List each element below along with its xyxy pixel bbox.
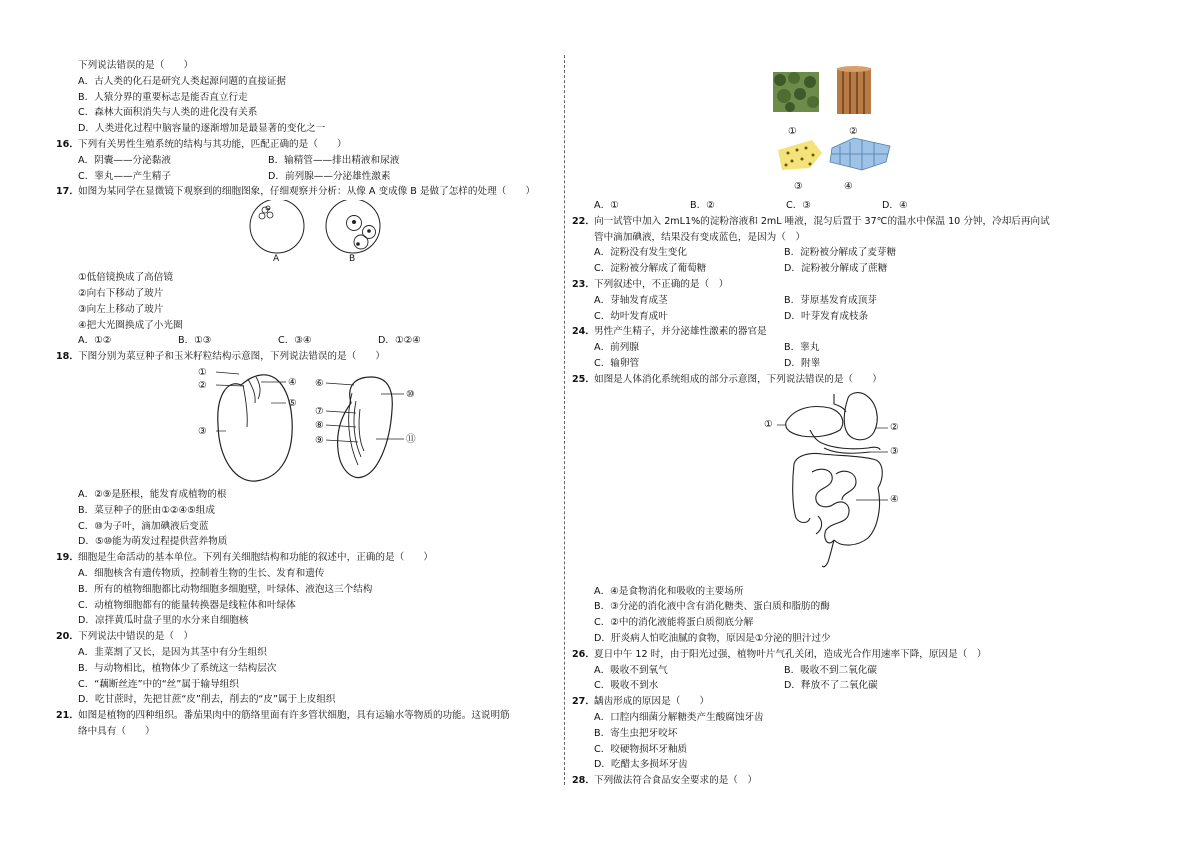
seed-mark-3: ③ xyxy=(198,425,207,437)
option-b: B．菜豆种子的胚由①②④⑤组成 xyxy=(78,504,215,516)
option-c: C．动植物细胞都有的能量转换器是线粒体和叶绿体 xyxy=(78,599,296,611)
question-stem-continued: 管中滴加碘液，结果没有变成蓝色，是因为（ ） xyxy=(594,231,806,243)
option-a: A．古人类的化石是研究人类起源问题的直接证据 xyxy=(78,75,287,87)
question-stem: 向一试管中加入 2mL1%的淀粉溶液和 2mL 唾液，混匀后置于 37℃的温水中保温 10 分钟，冷却后再向试 xyxy=(594,215,1050,227)
option-a: A．口腔内细菌分解糖类产生酸腐蚀牙齿 xyxy=(594,711,764,723)
option-a: A．前列腺 xyxy=(594,342,639,354)
option-b: B．芽原基发育成顶芽 xyxy=(784,294,877,306)
option-b: B．淀粉被分解成了麦芽糖 xyxy=(784,247,897,259)
option-c: C．淀粉被分解成了葡萄糖 xyxy=(594,263,707,275)
question-number: 26． xyxy=(572,648,595,660)
bean-seed-diagram xyxy=(216,372,292,481)
option-c: C．吸收不到水 xyxy=(594,680,659,692)
question-number: 23． xyxy=(572,278,595,290)
view-a-label: A xyxy=(273,254,280,265)
option-c: C．森林大面积消失与人类的进化没有关系 xyxy=(78,107,258,119)
question-stem: 如图为某同学在显微镜下观察到的细胞图象，仔细观察并分析：从像 A 变成像 B 是做了怎样的处理（ ） xyxy=(78,186,536,198)
option-c: C．③ xyxy=(786,200,811,211)
option-c: C．睾丸——产生精子 xyxy=(78,170,172,182)
question-number: 21． xyxy=(56,710,79,722)
option-a: A．②⑨是胚根，能发育成植物的根 xyxy=(78,488,227,500)
seed-mark-5: ⑤ xyxy=(288,397,297,409)
kernel-mark-10: ⑩ xyxy=(406,388,415,400)
option-a: A．韭菜割了又长，是因为其茎中有分生组织 xyxy=(78,646,267,658)
kernel-mark-8: ⑧ xyxy=(315,419,324,431)
question-stem: 男性产生精子，并分泌雄性激素的器官是 xyxy=(594,326,767,338)
option-d: D．⑤⑩能为萌发过程提供营养物质 xyxy=(78,536,228,548)
option-c: C．⑩为子叶，滴加碘液后变蓝 xyxy=(78,520,209,532)
question-17 xyxy=(56,184,556,349)
option-d: D．①②④ xyxy=(378,335,421,347)
kernel-mark-6: ⑥ xyxy=(315,377,324,389)
question-stem: 下列有关男性生殖系统的结构与其功能，匹配正确的是（ ） xyxy=(78,138,347,150)
option-d: D．附睾 xyxy=(784,357,821,369)
question-number: 16． xyxy=(56,138,79,150)
kernel-mark-11: ⑪ xyxy=(406,433,416,445)
option-d: D．淀粉被分解成了蔗糖 xyxy=(784,263,888,275)
question-stem: 如图是植物的四种组织。番茄果肉中的筋络里面有许多管状细胞，具有运输水等物质的功能。这说明筋 xyxy=(78,710,510,722)
question-number: 18． xyxy=(56,351,79,363)
option-b: B．② xyxy=(690,200,715,211)
question-number: 22． xyxy=(572,215,595,227)
kernel-mark-9: ⑨ xyxy=(315,434,324,446)
kernel-mark-7: ⑦ xyxy=(315,405,324,417)
tissue-2-image xyxy=(837,66,871,114)
question-stem-continued: 络中具有（ ） xyxy=(78,725,155,737)
statement-4: ④把大光圈换成了小光圈 xyxy=(78,319,183,331)
tissue-mark-4: ④ xyxy=(844,181,853,192)
question-number: 28． xyxy=(572,775,595,787)
option-d: D．前列腺——分泌雄性激素 xyxy=(268,170,391,182)
right-column xyxy=(572,58,1132,789)
question-21-options xyxy=(572,198,1132,214)
digestive-system-diagram xyxy=(786,392,883,566)
seed-structure-figure xyxy=(56,365,556,487)
option-d: D．吃甘蔗时，先把甘蔗“皮”削去，削去的“皮”属于上皮组织 xyxy=(78,694,336,706)
tissue-mark-1: ① xyxy=(788,126,797,137)
option-b: B．人猿分界的重要标志是能否直立行走 xyxy=(78,91,248,103)
option-b: B．①③ xyxy=(178,335,212,347)
option-a: A．细胞核含有遗传物质，控制着生物的生长、发育和遗传 xyxy=(78,567,325,579)
question-number: 20． xyxy=(56,631,79,643)
option-a: A．①② xyxy=(78,335,112,347)
option-a: A．① xyxy=(594,200,619,211)
question-23 xyxy=(572,277,1132,324)
option-d: D．人类进化过程中脑容量的逐渐增加是最显著的变化之一 xyxy=(78,123,326,135)
option-b: B．与动物相比，植物体少了系统这一结构层次 xyxy=(78,662,277,674)
plant-tissues-figure xyxy=(572,58,1132,198)
question-stem: 如图是人体消化系统组成的部分示意图，下列说法错误的是（ ） xyxy=(594,373,882,385)
option-a: A．吸收不到氧气 xyxy=(594,664,668,676)
tissue-1-image xyxy=(773,72,819,112)
organ-mark-3: ③ xyxy=(890,445,899,457)
option-a: A．芽轴发育成茎 xyxy=(594,294,668,306)
view-b-image xyxy=(326,200,380,253)
question-number: 24． xyxy=(572,326,595,338)
tissue-mark-2: ② xyxy=(849,126,858,137)
question-21 xyxy=(56,708,556,740)
question-stem: 下列叙述中，不正确的是（ ） xyxy=(594,278,729,290)
seed-mark-2: ② xyxy=(198,379,207,391)
seed-mark-4: ④ xyxy=(288,376,297,388)
option-b: B．所有的植物细胞都比动物细胞多细胞壁，叶绿体、液泡这三个结构 xyxy=(78,583,373,595)
question-number: 27． xyxy=(572,696,595,708)
corn-kernel-diagram xyxy=(326,377,404,478)
question-27 xyxy=(572,694,1132,773)
question-24 xyxy=(572,324,1132,371)
option-d: D．凉拌黄瓜时盘子里的水分来自细胞核 xyxy=(78,615,249,627)
option-a: A．阴囊——分泌黏液 xyxy=(78,154,171,166)
question-16 xyxy=(56,137,556,184)
digestive-system-figure xyxy=(572,388,1132,584)
option-a: A．淀粉没有发生变化 xyxy=(594,247,687,259)
organ-mark-2: ② xyxy=(890,421,899,433)
tissue-4-image xyxy=(830,138,890,170)
option-c: C．②中的消化液能将蛋白质彻底分解 xyxy=(594,617,754,629)
option-d: D．释放不了二氧化碳 xyxy=(784,680,878,692)
organ-mark-1: ① xyxy=(764,418,773,430)
question-stem: 夏日中午 12 时，由于阳光过强，植物叶片气孔关闭，造成光合作用速率下降，原因是（ ） xyxy=(594,648,987,660)
tissue-3-image xyxy=(778,140,822,170)
left-column xyxy=(56,58,556,740)
question-stem: 下列做法符合食品安全要求的是（ ） xyxy=(594,775,758,787)
question-15-tail xyxy=(56,58,556,137)
statement-2: ②向右下移动了玻片 xyxy=(78,287,164,299)
question-number: 25． xyxy=(572,373,595,385)
question-19 xyxy=(56,550,556,629)
microscope-figure xyxy=(56,200,556,270)
tissue-mark-3: ③ xyxy=(794,181,803,192)
option-b: B．寄生虫把牙咬坏 xyxy=(594,727,678,739)
question-stem: 龋齿形成的原因是（ ） xyxy=(594,696,710,708)
view-b-label: B xyxy=(349,254,356,265)
option-d: D．④ xyxy=(882,200,908,211)
option-a: A．④是食物消化和吸收的主要场所 xyxy=(594,585,744,597)
seed-mark-1: ① xyxy=(198,366,207,378)
statement-3: ③向左上移动了玻片 xyxy=(78,303,164,315)
question-stem: 细胞是生命活动的基本单位。下列有关细胞结构和功能的叙述中，正确的是（ ） xyxy=(78,552,433,564)
option-c: C．幼叶发育成叶 xyxy=(594,310,668,322)
column-divider xyxy=(564,55,565,785)
option-d: D．叶芽发育成枝条 xyxy=(784,310,869,322)
question-number: 17． xyxy=(56,186,79,198)
view-a-image xyxy=(250,200,304,253)
question-18 xyxy=(56,349,556,550)
option-c: C．③④ xyxy=(278,335,312,347)
question-25 xyxy=(572,372,1132,647)
option-c: C．“藕断丝连”中的“丝”属于输导组织 xyxy=(78,678,239,690)
option-b: B．输精管——排出精液和尿液 xyxy=(268,154,400,166)
statement-1: ①低倍镜换成了高倍镜 xyxy=(78,272,173,284)
option-c: C．咬硬物损坏牙釉质 xyxy=(594,743,688,755)
question-stem: 下图分别为菜豆种子和玉米籽粒结构示意图，下列说法错误的是（ ） xyxy=(78,351,385,363)
question-number: 19． xyxy=(56,552,79,564)
organ-mark-4: ④ xyxy=(890,493,899,505)
option-b: B．睾丸 xyxy=(784,342,820,354)
question-20 xyxy=(56,629,556,708)
option-b: B．③分泌的消化液中含有消化糖类、蛋白质和脂肪的酶 xyxy=(594,601,830,613)
option-b: B．吸收不到二氧化碳 xyxy=(784,664,877,676)
question-28 xyxy=(572,773,1132,789)
question-22 xyxy=(572,214,1132,277)
option-d: D．吃醋太多损坏牙齿 xyxy=(594,759,688,771)
option-d: D．肝炎病人怕吃油腻的食物，原因是①分泌的胆汁过少 xyxy=(594,632,831,644)
question-stem: 下列说法中错误的是（ ） xyxy=(78,631,194,643)
question-26 xyxy=(572,647,1132,694)
question-stem: 下列说法错误的是（ ） xyxy=(78,60,194,71)
option-c: C．输卵管 xyxy=(594,357,640,369)
